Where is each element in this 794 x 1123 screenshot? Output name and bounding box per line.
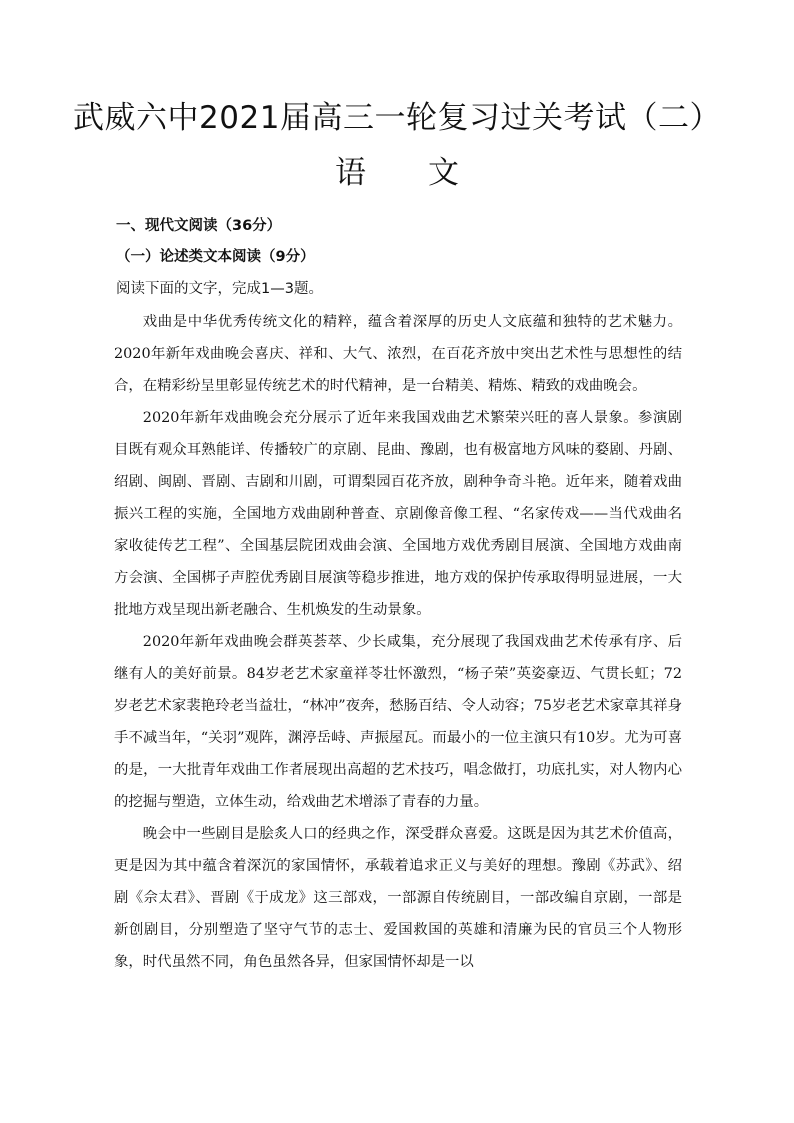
passage-paragraph: 2020年新年戏曲晚会群英荟萃、少长咸集，充分展现了我国戏曲艺术传承有序、后继有人的美好前景。84岁老艺术家童祥苓壮怀激烈，“杨子荣”英姿豪迈、气贯长虹；72岁老艺术家裴艳玲老当益壮，“林冲”夜奔，愁肠百结、令人动容；75岁老艺术家章其祥身手不减当年，“关羽”观阵，渊渟岳峙、声振屋瓦。而最小的一位主演只有10岁。尤为可喜的是，一大批青年戏曲工作者展现出高超的艺术技巧，唱念做打，功底扎实，对人物内心的挖掘与塑造，立体生动，给戏曲艺术增添了青春的力量。	[114, 634, 682, 810]
subject-title	[0, 151, 794, 195]
passage-paragraph: 晚会中一些剧目是脍炙人口的经典之作，深受群众喜爱。这既是因为其艺术价值高，更是因为其中蕴含着深沉的家国情怀，承载着追求正义与美好的理想。豫剧《苏武》、绍剧《佘太君》、晋剧《于成龙》这三部戏，一部源自传统剧目，一部改编自京剧，一部是新创剧目，分别塑造了坚守气节的志士、爱国救国的英雄和清廉为民的官员三个人物形象，时代虽然不同，角色虽然各异，但家国情怀却是一以	[114, 826, 682, 970]
passage-paragraph: 2020年新年戏曲晚会充分展示了近年来我国戏曲艺术繁荣兴旺的喜人景象。参演剧目既有观众耳熟能详、传播较广的京剧、昆曲、豫剧，也有极富地方风味的婺剧、丹剧、绍剧、闽剧、晋剧、吉剧和川剧，可谓梨园百花齐放，剧种争奇斗艳。近年来，随着戏曲振兴工程的实施，全国地方戏曲剧种普查、京剧像音像工程、“名家传戏——当代戏曲名家收徒传艺工程”、全国基层院团戏曲会演、全国地方戏优秀剧目展演、全国地方戏曲南方会演、全国梆子声腔优秀剧目展演等稳步推进，地方戏的保护传承取得明显进展，一大批地方戏呈现出新老融合、生机焕发的生动景象。	[114, 410, 682, 618]
exam-title: 武威六中2021届高三一轮复习过关考试（二）	[73, 100, 721, 136]
reading-passage	[114, 306, 682, 978]
subsection-heading: （一）论述类文本阅读（9分）	[116, 249, 315, 265]
subject-char-2: 文	[428, 155, 459, 191]
passage-paragraph: 戏曲是中华优秀传统文化的精粹，蕴含着深厚的历史人文底蕴和独特的艺术魅力。2020年新年戏曲晚会喜庆、祥和、大气、浓烈，在百花齐放中突出艺术性与思想性的结合，在精彩纷呈里彰显传统艺术的时代精神，是一台精美、精炼、精致的戏曲晚会。	[114, 314, 682, 394]
subject-char-1: 语	[335, 155, 366, 191]
reading-instruction: 阅读下面的文字，完成1—3题。	[116, 281, 323, 297]
section-heading: 一、现代文阅读（36分）	[116, 218, 282, 234]
